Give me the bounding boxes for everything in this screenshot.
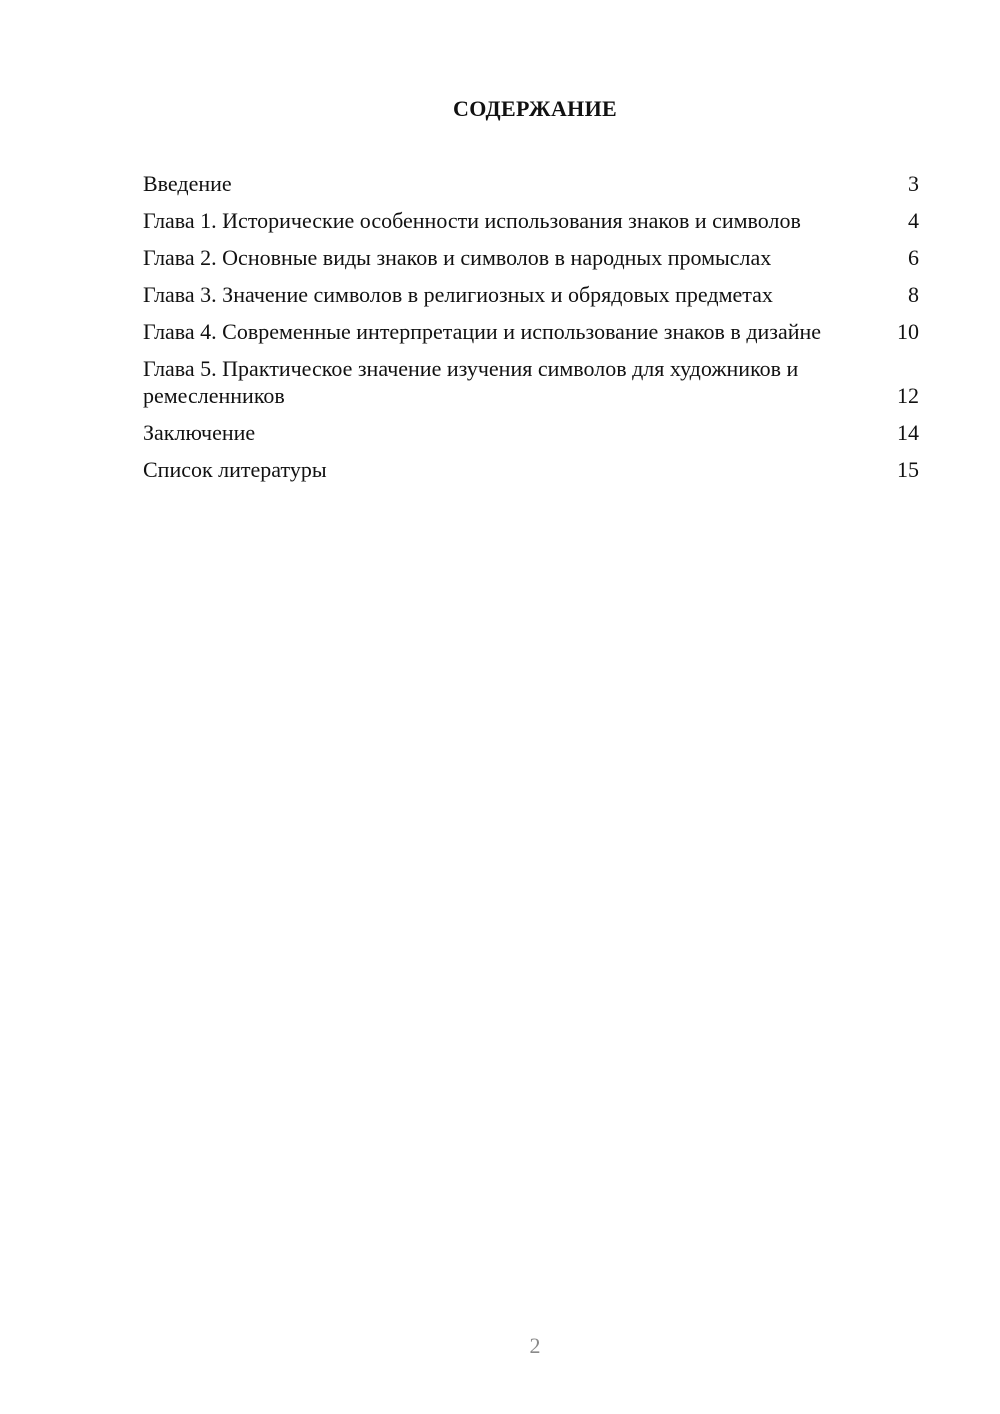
toc-entry-page: 6 <box>908 245 919 270</box>
toc-entry-page: 4 <box>908 208 919 233</box>
toc-entry-title: Заключение <box>143 420 256 445</box>
toc-entry-page: 14 <box>897 420 919 445</box>
toc-entry-page: 15 <box>897 457 919 482</box>
toc-entry-page: 8 <box>908 282 919 307</box>
toc-entry-title: Глава 2. Основные виды знаков и символов в народных промыслах <box>143 245 772 270</box>
toc-entry-title: Глава 1. Исторические особенности использования знаков и символов <box>143 208 801 233</box>
toc-entry-chapter-1[interactable] <box>143 207 919 234</box>
toc-heading: СОДЕРЖАНИЕ <box>453 96 617 121</box>
toc-entry-title: Глава 4. Современные интерпретации и использование знаков в дизайне <box>143 319 822 344</box>
toc-entry-chapter-4[interactable] <box>143 318 919 345</box>
toc-entry-bibliography[interactable] <box>143 456 919 483</box>
toc-entry-chapter-5[interactable] <box>143 355 919 409</box>
toc-entry-introduction[interactable] <box>143 170 919 197</box>
page-number: 2 <box>529 1333 541 1358</box>
toc-entry-page: 10 <box>897 319 919 344</box>
toc-entry-page: 12 <box>897 383 919 408</box>
toc-entry-chapter-2[interactable] <box>143 244 919 271</box>
toc-entry-chapter-3[interactable] <box>143 281 919 308</box>
table-of-contents <box>143 170 919 493</box>
toc-entry-title: Глава 5. Практическое значение изучения символов для художников и ремесленников <box>143 356 799 408</box>
toc-entry-title: Глава 3. Значение символов в религиозных и обрядовых предметах <box>143 282 773 307</box>
toc-entry-title: Список литературы <box>143 457 327 482</box>
toc-entry-conclusion[interactable] <box>143 419 919 446</box>
toc-entry-page: 3 <box>908 171 919 196</box>
toc-entry-title: Введение <box>143 171 232 196</box>
